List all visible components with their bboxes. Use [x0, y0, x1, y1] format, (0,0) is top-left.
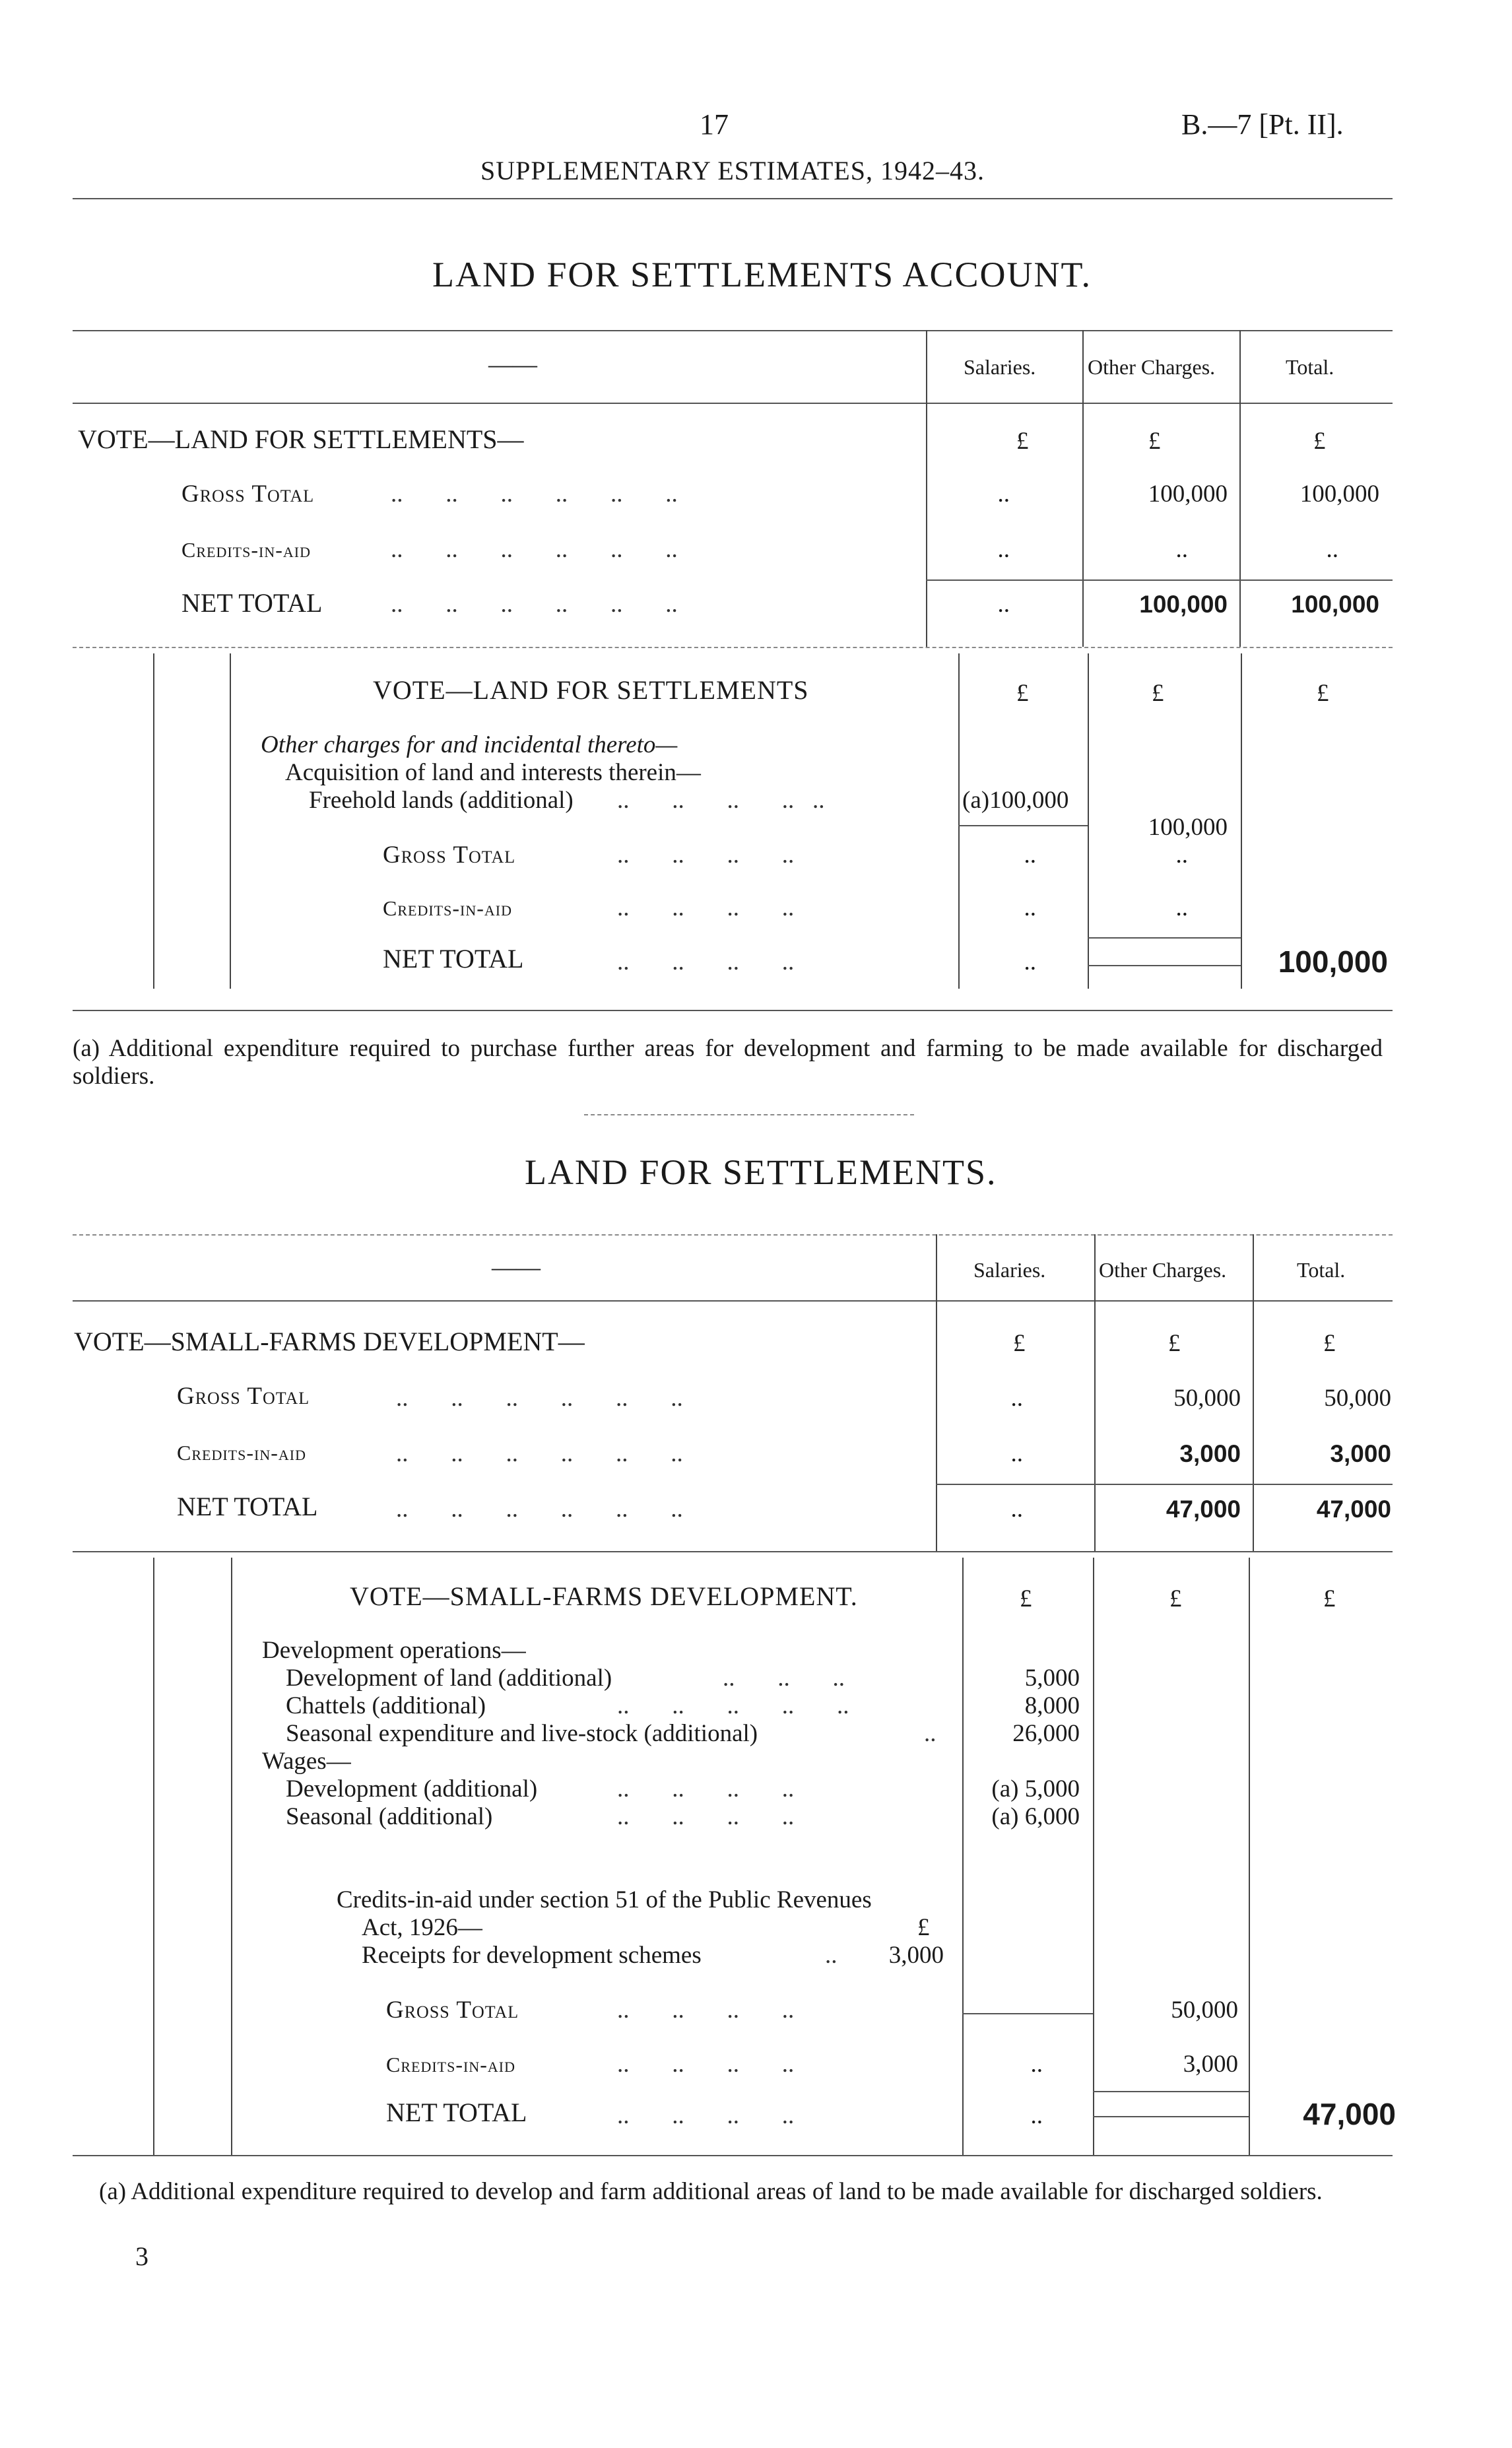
table-rule	[73, 403, 1393, 404]
leader-dots: .. .. .. .. .. ..	[396, 1496, 683, 1523]
column-header-salaries: Salaries.	[964, 355, 1036, 379]
detail-credits-salaries: ..	[1030, 2051, 1043, 2078]
table-rule	[73, 330, 1393, 331]
leader-dots: ..	[825, 1942, 838, 1969]
pound-sign: £	[1152, 680, 1164, 707]
line-item: Seasonal (additional)	[286, 1803, 493, 1830]
detail-net-salaries: ..	[1024, 948, 1036, 976]
line-item-value: (a) 5,000	[991, 1775, 1080, 1803]
pound-sign: £	[1323, 1330, 1336, 1357]
detail-heading: VOTE—SMALL-FARMS DEVELOPMENT.	[350, 1581, 858, 1611]
gross-salaries: ..	[997, 480, 1010, 508]
gross-total: 100,000	[1299, 480, 1379, 508]
net-other-charges: 47,000	[1166, 1496, 1241, 1523]
receipts-value: 3,000	[888, 1942, 944, 1969]
leader-dots: .. .. .. ..	[617, 894, 795, 921]
leader-dots: .. .. .. .. .. ..	[391, 536, 678, 563]
pound-sign: £	[1020, 1585, 1032, 1612]
credits-note: Credits-in-aid under section 51 of the Public Revenues	[337, 1886, 872, 1913]
pound-sign: £	[1323, 1585, 1336, 1612]
table-rule	[73, 1010, 1393, 1011]
freehold-value: (a)100,000	[962, 787, 1069, 814]
row-label-net-total: NET TOTAL	[181, 588, 323, 618]
column-header-other-charges: Other Charges.	[1088, 355, 1216, 379]
detail-credits-other: ..	[1175, 894, 1188, 921]
pound-sign: £	[1313, 428, 1326, 455]
row-label-credits-in-aid: Credits-in-aid	[177, 1441, 306, 1465]
detail-gross-salaries: ..	[1024, 842, 1036, 869]
account-title: LAND FOR SETTLEMENTS ACCOUNT.	[432, 255, 1092, 294]
credits-total: 3,000	[1330, 1440, 1391, 1467]
leader-dots: .. .. .. ..	[617, 1997, 795, 2024]
pound-sign: £	[917, 1914, 930, 1941]
row-label-credits-in-aid: Credits-in-aid	[181, 538, 311, 562]
pound-sign: £	[1013, 1330, 1026, 1357]
leader-dots: .. .. .. ..	[617, 2102, 795, 2129]
pound-sign: £	[1168, 1330, 1181, 1357]
net-salaries: ..	[1010, 1496, 1023, 1523]
table-rule	[73, 1234, 1393, 1236]
pound-sign: £	[1148, 428, 1161, 455]
detail-gross-other: ..	[1175, 842, 1188, 869]
credits-total: ..	[1326, 536, 1338, 563]
column-dash: ——	[492, 1254, 541, 1281]
subtotal-other-charges: 100,000	[1148, 814, 1228, 841]
leader-dots: .. .. .. .. .. ..	[391, 480, 678, 508]
row-label-gross-total: Gross Total	[177, 1383, 310, 1410]
line-item-value: 26,000	[1012, 1720, 1080, 1747]
receipts-label: Receipts for development schemes	[362, 1942, 702, 1969]
line-item: Development of land (additional)	[286, 1665, 612, 1692]
column-header-total: Total.	[1297, 1258, 1346, 1282]
detail-credits-label: Credits-in-aid	[383, 896, 512, 920]
detail-credits-salaries: ..	[1024, 894, 1036, 921]
leader-dots: .. .. ..	[723, 1665, 845, 1692]
leader-dots: ..	[924, 1720, 937, 1747]
table-rule	[73, 1551, 1393, 1552]
group-heading: Development operations—	[262, 1637, 526, 1664]
detail-credits-other: 3,000	[1183, 2051, 1238, 2078]
line-item: Development (additional)	[286, 1775, 538, 1803]
row-label-net-total: NET TOTAL	[177, 1492, 318, 1521]
leader-dots: .. .. .. ..	[617, 842, 795, 869]
detail-line: Acquisition of land and interests therein—	[285, 759, 701, 786]
line-item: Chattels (additional)	[286, 1692, 486, 1719]
line-item-value: 8,000	[1024, 1692, 1080, 1719]
leader-dots: .. .. .. ..	[617, 948, 795, 976]
running-title: SUPPLEMENTARY ESTIMATES, 1942–43.	[480, 156, 985, 185]
detail-net-salaries: ..	[1030, 2102, 1043, 2129]
line-item: Seasonal expenditure and live-stock (additional)	[286, 1720, 758, 1747]
net-other-charges: 100,000	[1139, 591, 1228, 618]
account-footnote: (a) Additional expenditure required to purchase further areas for development and farming to be made available for discharged soldiers.	[73, 1035, 1383, 1090]
pound-sign: £	[1317, 680, 1329, 707]
detail-gross-other: 50,000	[1171, 1997, 1238, 2024]
header-rule	[73, 198, 1393, 199]
net-total: 47,000	[1316, 1496, 1391, 1523]
settlements-footnote: (a) Additional expenditure required to develop and farm additional areas of land to be made available for discharged soldiers.	[99, 2178, 1323, 2205]
line-item-value: (a) 6,000	[991, 1803, 1080, 1830]
credits-other-charges: ..	[1175, 536, 1188, 563]
leader-dots: .. .. .. .. ..	[617, 1692, 849, 1719]
detail-net-label: NET TOTAL	[386, 2098, 527, 2127]
table-rule	[73, 647, 1393, 648]
leader-dots: .. .. .. ..	[617, 2051, 795, 2078]
leader-dots: .. .. .. .. .. ..	[396, 1385, 683, 1412]
row-label-gross-total: Gross Total	[181, 480, 315, 508]
detail-net-total: 100,000	[1278, 944, 1388, 979]
detail-credits-label: Credits-in-aid	[386, 2053, 515, 2076]
line-item-value: 5,000	[1024, 1665, 1080, 1692]
column-header-total: Total.	[1286, 355, 1334, 379]
gross-other-charges: 50,000	[1173, 1385, 1241, 1412]
leader-dots: .. .. .. .. .. ..	[396, 1440, 683, 1467]
page-number: 17	[700, 108, 729, 141]
detail-line: Freehold lands (additional)	[309, 787, 574, 814]
vote-heading: VOTE—LAND FOR SETTLEMENTS—	[78, 424, 524, 454]
credits-salaries: ..	[1010, 1440, 1023, 1467]
leader-dots: .. .. .. ..	[617, 1803, 795, 1830]
pound-sign: £	[1016, 680, 1029, 707]
document-reference: B.—7 [Pt. II].	[1181, 108, 1344, 141]
table-rule	[73, 2155, 1393, 2156]
pound-sign: £	[1169, 1585, 1182, 1612]
gross-total: 50,000	[1324, 1385, 1391, 1412]
detail-heading: VOTE—LAND FOR SETTLEMENTS	[373, 675, 809, 705]
net-salaries: ..	[997, 591, 1010, 618]
credits-note: Act, 1926—	[362, 1914, 482, 1941]
leader-dots: .. .. .. .. .. ..	[391, 591, 678, 618]
credits-other-charges: 3,000	[1179, 1440, 1241, 1467]
signature-mark: 3	[135, 2241, 148, 2271]
vote-heading: VOTE—SMALL-FARMS DEVELOPMENT—	[74, 1327, 585, 1356]
pound-sign: £	[1016, 428, 1029, 455]
detail-gross-label: Gross Total	[383, 842, 516, 869]
detail-gross-label: Gross Total	[386, 1997, 519, 2024]
detail-subhead: Other charges for and incidental thereto—	[261, 731, 678, 758]
detail-net-label: NET TOTAL	[383, 944, 524, 974]
settlements-title: LAND FOR SETTLEMENTS.	[525, 1152, 997, 1192]
gross-salaries: ..	[1010, 1385, 1023, 1412]
gross-other-charges: 100,000	[1148, 480, 1228, 508]
leader-dots: .. .. .. .. ..	[617, 787, 825, 814]
section-divider	[584, 1114, 914, 1115]
column-dash: ——	[488, 351, 537, 378]
table-rule	[73, 1300, 1393, 1302]
column-header-salaries: Salaries.	[973, 1258, 1046, 1282]
net-total: 100,000	[1291, 591, 1379, 618]
column-header-other-charges: Other Charges.	[1099, 1258, 1227, 1282]
credits-salaries: ..	[997, 536, 1010, 563]
group-heading: Wages—	[262, 1748, 351, 1775]
detail-net-total: 47,000	[1303, 2097, 1396, 2131]
leader-dots: .. .. .. ..	[617, 1775, 795, 1803]
